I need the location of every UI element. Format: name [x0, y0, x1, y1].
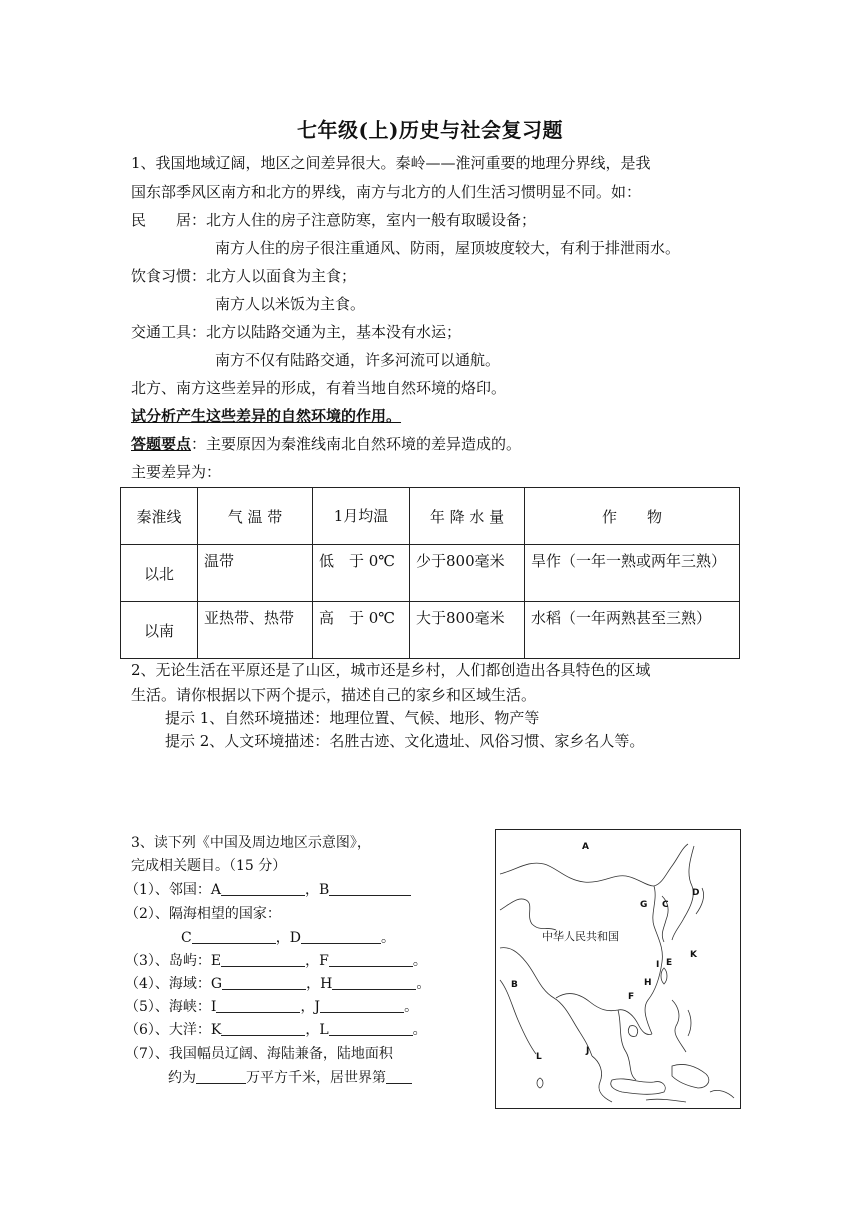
answer-blank-e[interactable] — [221, 952, 305, 967]
map-label-i: I — [656, 960, 660, 970]
item-mid: ，L — [305, 1022, 329, 1038]
difference-table — [120, 487, 740, 659]
q1-summary: 北方、南方这些差异的形成，有着当地自然环境的烙印。 — [131, 379, 507, 397]
map-label-c: C — [662, 900, 669, 910]
q3-item-7-line-2 — [168, 1068, 412, 1088]
item-prefix: C — [181, 930, 192, 946]
q3-item-seas — [125, 974, 430, 994]
q2-line-1: 2、无论生活在平原还是了山区，城市还是乡村，人们都创造出各具特色的区域 — [131, 661, 651, 679]
answer-blank-rank[interactable] — [386, 1069, 412, 1084]
answer-blank-b[interactable] — [329, 881, 411, 896]
item-end: 。 — [380, 930, 395, 946]
housing-north: 北方人住的房子注意防寒，室内一般有取暖设备； — [206, 211, 537, 229]
map-label-h: H — [644, 978, 652, 988]
answer-blank-area[interactable] — [196, 1069, 246, 1084]
header-cell: 1月均温 — [313, 488, 410, 545]
q3-item-islands — [125, 951, 427, 971]
answer-blank-c[interactable] — [192, 929, 276, 944]
temp-cell: 低 于 0℃ — [313, 545, 410, 602]
header-cell: 气 温 带 — [198, 488, 313, 545]
answer-label: 答题要点 — [131, 435, 192, 453]
header-cell: 秦淮线 — [121, 488, 198, 545]
answer-blank-f[interactable] — [329, 952, 413, 967]
map-label-l: L — [536, 1052, 542, 1062]
item-mid: ，B — [305, 882, 330, 898]
map-label-g: G — [640, 900, 648, 910]
region-cell: 以北 — [121, 545, 198, 602]
item-end: 。 — [416, 976, 431, 992]
q1-transport-row — [131, 322, 461, 342]
item-end: 。 — [412, 953, 427, 969]
item-mid: ，J — [300, 999, 321, 1015]
item-prefix: （5）、海峡：I — [125, 999, 217, 1015]
rain-cell: 大于800毫米 — [410, 602, 525, 659]
answer-blank-d[interactable] — [301, 929, 381, 944]
q3-item-oceans — [125, 1020, 427, 1040]
item-mid: ，H — [306, 976, 333, 992]
housing-south: 南方人住的房子很注重通风、防雨，屋顶坡度较大，有利于排泄雨水。 — [215, 239, 681, 257]
q3-item-neighbors — [125, 880, 411, 900]
item-prefix: （4）、海域：G — [125, 976, 223, 992]
item-mid: ，F — [305, 953, 329, 969]
answer-blank-k[interactable] — [221, 1021, 305, 1036]
transport-label: 交通工具： — [131, 323, 207, 341]
answer-blank-l[interactable] — [329, 1021, 413, 1036]
map-label-d: D — [692, 888, 700, 898]
item-mid: ，D — [275, 930, 301, 946]
zone-cell: 亚热带、热带 — [198, 602, 313, 659]
region-cell: 以南 — [121, 602, 198, 659]
q1-task — [131, 406, 401, 426]
item-end: 。 — [412, 1022, 427, 1038]
q2-hint-1: 提示 1、自然环境描述：地理位置、气候、地形、物产等 — [165, 709, 540, 727]
answer-text: ：主要原因为秦淮线南北自然环境的差异造成的。 — [191, 435, 522, 453]
item7-prefix: 约为 — [168, 1070, 196, 1086]
map-label-e: E — [666, 958, 673, 968]
table-row — [121, 545, 740, 602]
page-title: 七年级(上)历史与社会复习题 — [297, 118, 563, 142]
q1-diet-row — [131, 266, 356, 286]
transport-south: 南方不仅有陆路交通，许多河流可以通航。 — [215, 351, 501, 369]
diet-label: 饮食习惯： — [131, 267, 207, 285]
q1-housing-row — [131, 210, 536, 230]
q1-line-1: 1、我国地域辽阔，地区之间差异很大。秦岭——淮河重要的地理分界线，是我 — [131, 154, 651, 172]
answer-blank-h[interactable] — [332, 975, 416, 990]
item-prefix: （3）、岛屿：E — [125, 953, 222, 969]
answer-blank-a[interactable] — [221, 881, 305, 896]
transport-north: 北方以陆路交通为主，基本没有水运； — [206, 323, 462, 341]
item7-mid: 万平方千米，居世界第 — [246, 1070, 386, 1086]
china-region-map — [495, 829, 741, 1109]
q3-item-7-line-1: （7）、我国幅员辽阔、海陆兼备，陆地面积 — [125, 1046, 393, 1062]
q2-hint-2: 提示 2、人文环境描述：名胜古迹、文化遗址、风俗习惯、家乡名人等。 — [165, 732, 645, 750]
item-prefix: （1）、邻国：A — [125, 882, 222, 898]
q3-item-cd — [181, 928, 395, 948]
item-end: 。 — [404, 999, 419, 1015]
table-row — [121, 602, 740, 659]
housing-label: 民 居： — [131, 211, 207, 229]
q1-line-2: 国东部季风区南方和北方的界线，南方与北方的人们生活习惯明显不同。如： — [131, 183, 642, 201]
answer-blank-j[interactable] — [320, 998, 404, 1013]
diff-intro: 主要差异为： — [131, 463, 222, 481]
map-label-j: J — [586, 1046, 590, 1056]
q3-line-1: 3、读下列《中国及周边地区示意图》， — [131, 835, 371, 851]
item-prefix: （6）、大洋：K — [125, 1022, 222, 1038]
map-label-f: F — [628, 992, 635, 1002]
answer-blank-g[interactable] — [222, 975, 306, 990]
map-label-k: K — [690, 950, 697, 960]
q2-line-2: 生活。请你根据以下两个提示，描述自己的家乡和区域生活。 — [131, 686, 537, 704]
map-outline — [496, 830, 739, 1107]
q1-answer — [131, 434, 521, 454]
map-label-a: A — [582, 842, 589, 852]
crop-cell: 旱作（一年一熟或两年三熟） — [525, 545, 740, 602]
q3-line-2: 完成相关题目。（15 分） — [131, 858, 287, 874]
zone-cell: 温带 — [198, 545, 313, 602]
temp-cell: 高 于 0℃ — [313, 602, 410, 659]
header-cell: 作 物 — [525, 488, 740, 545]
diet-south: 南方人以米饭为主食。 — [215, 295, 366, 313]
q3-item-straits — [125, 997, 418, 1017]
answer-blank-i[interactable] — [216, 998, 300, 1013]
crop-cell: 水稻（一年两熟甚至三熟） — [525, 602, 740, 659]
table-header-row — [121, 488, 740, 545]
header-cell: 年 降 水 量 — [410, 488, 525, 545]
rain-cell: 少于800毫米 — [410, 545, 525, 602]
map-country-name: 中华人民共和国 — [542, 930, 619, 943]
q1-task-text: 试分析产生这些差异的自然环境的作用。 — [131, 407, 402, 425]
diet-north: 北方人以面食为主食； — [206, 267, 357, 285]
map-label-b: B — [511, 980, 518, 990]
q3-item-overseas: （2）、隔海相望的国家： — [125, 906, 281, 922]
